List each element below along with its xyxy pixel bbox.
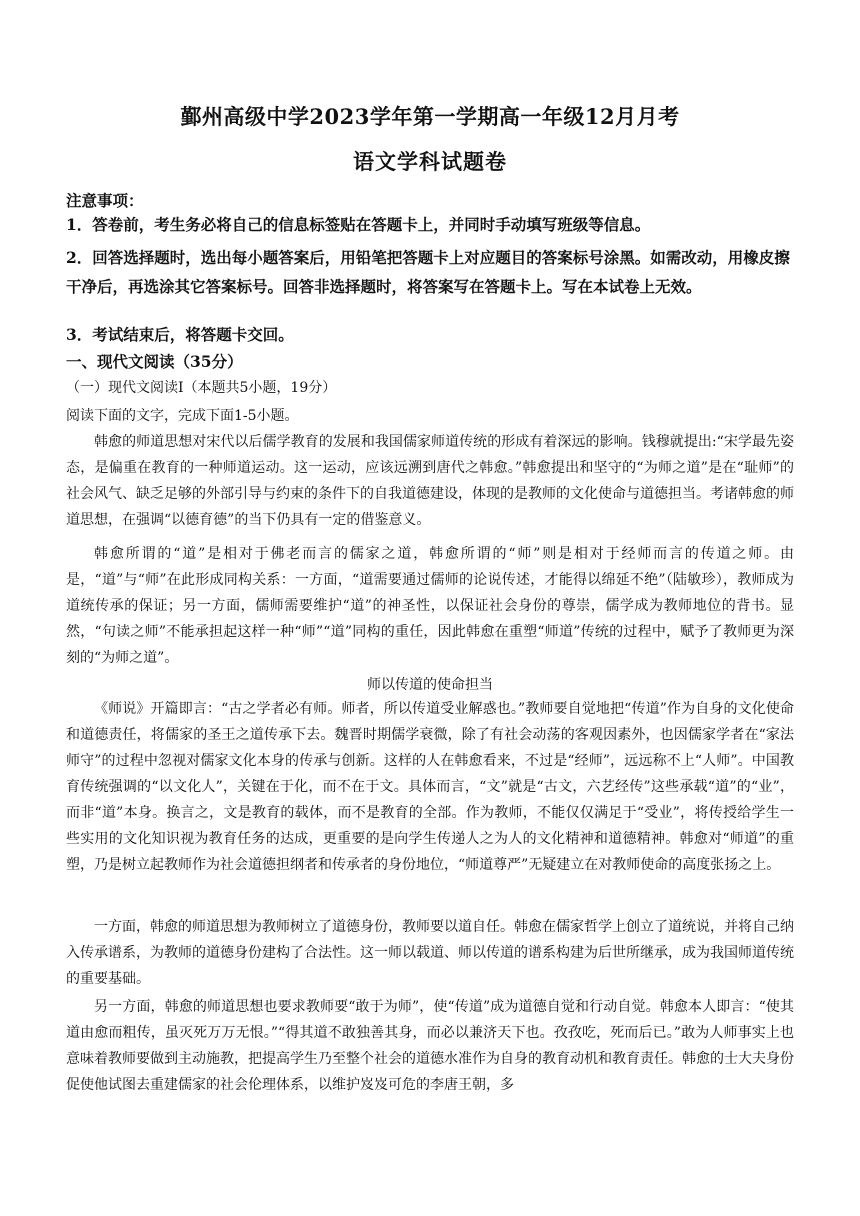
exam-subtitle: 语文学科试题卷: [353, 149, 507, 174]
paragraph-text: 《师说》开篇即言：“古之学者必有师。师者，所以传道受业解惑也。”教师要自觉地把“传道”作为自身的文化使命和道德责任，将儒家的圣王之道传承下去。魏晋时期儒学衰微，除了有社会动荡的客观因素外，也因儒家学者在“家法师守”的过程中忽视对儒家文化本身的传承与创新。这样的人在韩愈看来，不过是“经师”，远远称不上“人师”。中国教育传统强调的“以文化人”，关键在于化，而不在于文。具体而言，“文”就是“古文，六艺经传”这些承载“道”的“业”，而非“道”本身。换言之，文是教育的载体，而不是教育的全部。作为教师，不能仅仅满足于“受业”，将传授给学生一些实用的文化知识视为教育任务的达成，更重要的是向学生传递人之为人的文化精神和道德精神。韩愈对“师道”的重塑，乃是树立起教师作为社会道德担纲者和传承者的身份地位，“师道尊严”无疑建立在对教师使命的高度张扬之上。: [66, 701, 794, 873]
passage-paragraph-4: [66, 914, 794, 992]
section-subtitle: （一）现代文阅读Ⅰ（本题共5小题，19分）: [66, 380, 337, 396]
paragraph-text: 一方面，韩愈的师道思想为教师树立了道德身份，教师要以道自任。韩愈在儒家哲学上创立了道统说，并将自己纳入传承谱系，为教师的道德身份建构了合法性。这一师以载道、师以传道的谱系构建为后世所继承，成为我国师道传统的重要基础。: [66, 919, 794, 987]
reading-instruction: 阅读下面的文字，完成下面1-5小题。: [66, 408, 299, 424]
notice-item-1: 1．答卷前，考生务必将自己的信息标签贴在答题卡上，并同时手动填写班级等信息。: [66, 215, 651, 234]
exam-title: 鄞州高级中学2023学年第一学期高一年级12月月考: [180, 104, 680, 129]
paragraph-text: 另一方面，韩愈的师道思想也要求教师要“敢于为师”，使“传道”成为道德自觉和行动自觉。韩愈本人即言：“使其道由愈而粗传，虽灭死万万无恨。”“得其道不敢独善其身，而必以兼济天下也。孜孜吃，死而后已。”敢为人师事实上也意味着教师要做到主动施教，把提高学生乃至整个社会的道德水准作为自身的教育动机和教育责任。韩愈的士大夫身份促使他试图去重建儒家的社会伦理体系，以维护岌岌可危的李唐王朝，多: [66, 999, 794, 1093]
notice-item-3: 3．考试结束后，将答题卡交回。: [66, 325, 294, 344]
paragraph-text: 韩愈所谓的“道”是相对于佛老而言的儒家之道，韩愈所谓的“师”则是相对于经师而言的传道之师。由是，“道”与“师”在此形成同构关系：一方面，“道需要通过儒师的论说传述，才能得以绵延不绝”（陆敏珍），教师成为道统传承的保证；另一方面，儒师需要维护“道”的神圣性，以保证社会身份的尊崇，儒学成为教师地位的背书。显然，“句读之师”不能承担起这样一种“师”“道”同构的重任，因此韩愈在重塑“师道”传统的过程中，赋予了教师更为深刻的“为师之道”。: [66, 546, 794, 666]
notice-heading: 注意事项：: [66, 191, 144, 210]
passage-paragraph-1: [66, 429, 794, 533]
section-title: 一、现代文阅读（35分）: [66, 352, 243, 371]
passage-paragraph-3: [66, 696, 794, 878]
passage-paragraph-5: [66, 994, 794, 1098]
paragraph-text: 韩愈的师道思想对宋代以后儒学教育的发展和我国儒家师道传统的形成有着深远的影响。钱穆就提出:“宋学最先姿态，是偏重在教育的一种师道运动。这一运动，应该远溯到唐代之韩愈。”韩愈提出和坚守的“为师之道”是在“耻师”的社会风气、缺乏足够的外部引导与约束的条件下的自我道德建设，体现的是教师的文化使命与道德担当。考诸韩愈的师道思想，在强调“以德育德”的当下仍具有一定的借鉴意义。: [66, 434, 794, 528]
passage-heading: 师以传道的使命担当: [367, 677, 493, 693]
passage-paragraph-2: [66, 541, 794, 671]
notice-item-2: 2．回答选择题时，选出每小题答案后，用铅笔把答题卡上对应题目的答案标号涂黑。如需改动，用橡皮擦干净后，再选涂其它答案标号。回答非选择题时，将答案写在答题卡上。写在本试卷上无效。: [66, 248, 790, 296]
